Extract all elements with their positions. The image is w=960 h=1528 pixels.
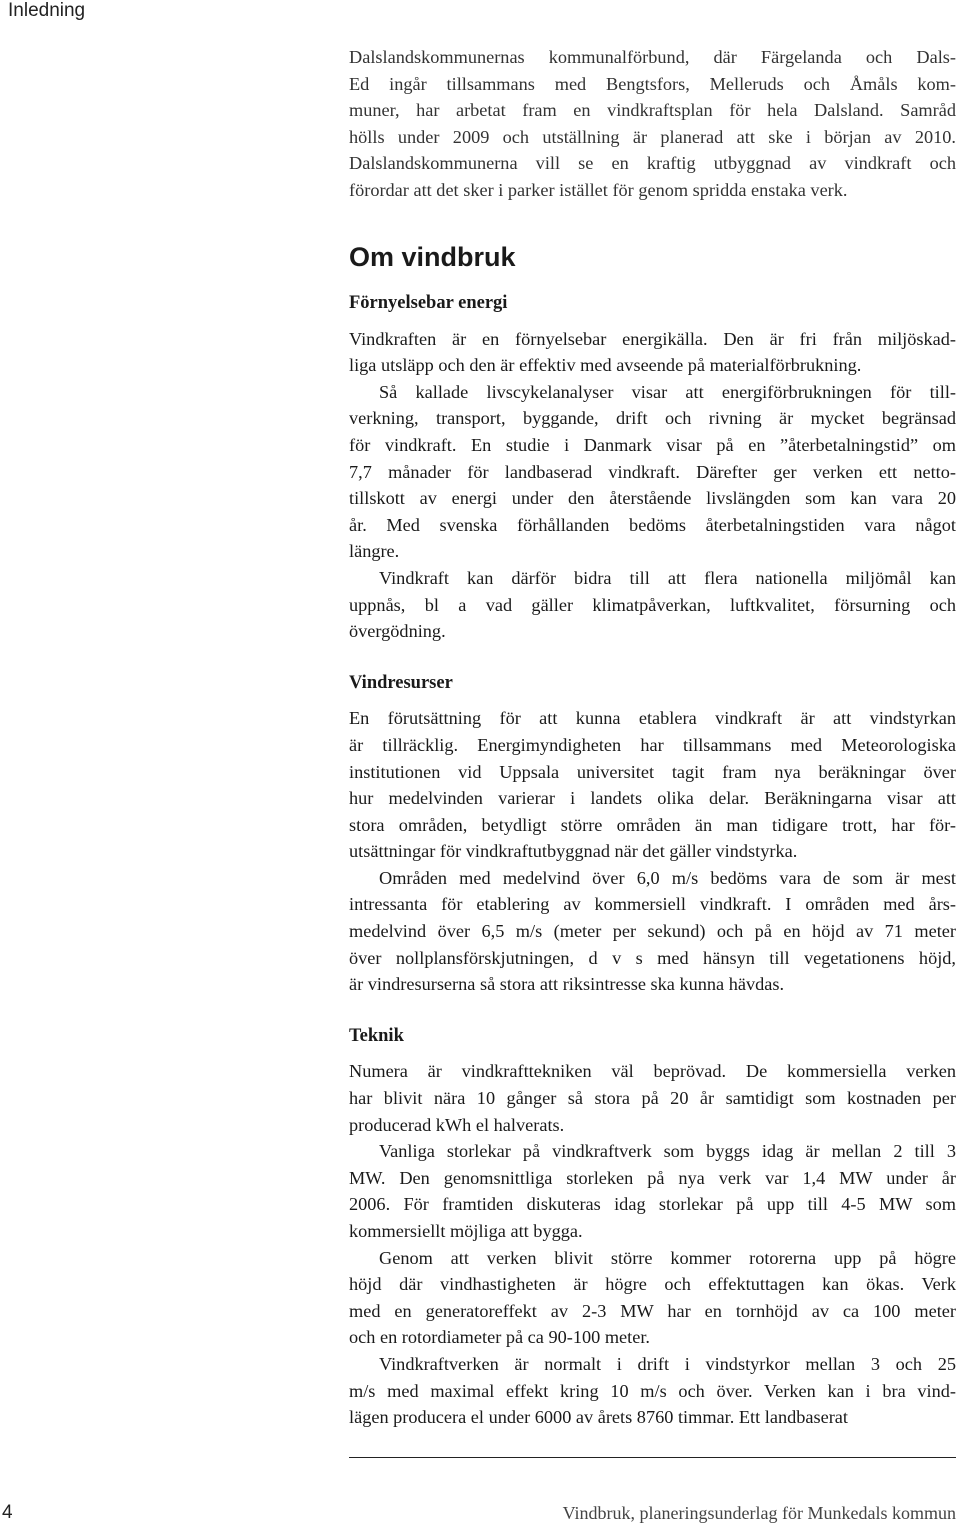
section-title-teknik: Teknik	[349, 1025, 404, 1046]
text-line: 2006. För framtiden diskuteras idag storlekar på upp till 4-5 MW som	[349, 1194, 956, 1215]
text-line: institutionen vid Uppsala universitet tagit fram nya beräkningar över	[349, 761, 956, 782]
text-line: hur medelvinden varierar i landets olika delar. Beräkningarna visar att	[349, 788, 956, 809]
text-line: m/s med maximal effekt kring 10 m/s och över. Verken kan i bra vind-	[349, 1380, 956, 1401]
text-line: liga utsläpp och den är effektiv med avseende på materialförbrukning.	[349, 355, 862, 376]
section-title-fornyelsebar: Förnyelsebar energi	[349, 293, 508, 313]
text-line: 7,7 månader för landbaserad vindkraft. Därefter ger verken ett netto-	[349, 461, 956, 482]
text-line: och en rotordiameter på ca 90-100 meter.	[349, 1327, 651, 1348]
text-line: Numera är vindkrafttekniken väl beprövad. De kommersiella verken	[349, 1061, 956, 1082]
intro-line: Ed ingår tillsammans med Bengtsfors, Melleruds och Åmåls kom-	[349, 73, 956, 94]
text-line: verkning, transport, byggande, drift och rivning är mycket begränsad	[349, 408, 956, 429]
intro-line: förordar att det sker i parker istället för genom spridda enstaka verk.	[349, 179, 848, 200]
text-line: med en generatoreffekt av 2-3 MW har en tornhöjd av ca 100 meter	[349, 1300, 956, 1321]
text-line: är tillräcklig. Energimyndigheten har tillsammans med Meteorologiska	[349, 734, 956, 755]
main-content	[349, 240, 956, 1431]
section-body-vindresurser	[349, 705, 956, 998]
text-line: utsättningar för vindkraftutbyggnad när det gäller vindstyrka.	[349, 841, 798, 862]
text-line: uppnås, bl a vad gäller klimatpåverkan, luftkvalitet, försurning och	[349, 594, 956, 615]
intro-paragraph	[349, 44, 956, 204]
text-line: övergödning.	[349, 621, 446, 642]
text-line: över nollplansförskjutningen, d v s med hänsyn till vegetationens höjd,	[349, 947, 956, 968]
text-line: Så kallade livscykelanalyser visar att energiförbrukningen för till-	[379, 381, 956, 402]
text-line: längre.	[349, 541, 400, 562]
text-line: Vindkraft kan därför bidra till att flera nationella miljömål kan	[379, 567, 956, 588]
text-line: producerad kWh el halverats.	[349, 1114, 565, 1135]
text-line: lägen producera el under 6000 av årets 8760 timmar. Ett landbaserat	[349, 1407, 849, 1428]
text-line: Genom att verken blivit större kommer rotorerna upp på högre	[379, 1247, 956, 1268]
text-line: En förutsättning för att kunna etablera vindkraft är att vindstyrkan	[349, 708, 956, 729]
intro-line: Dalslandskommunernas kommunalförbund, där Färgelanda och Dals-	[349, 47, 956, 67]
text-line: år. Med svenska förhållanden bedöms återbetalningstiden vara något	[349, 514, 956, 535]
section-body-fornyelsebar	[349, 326, 956, 645]
text-line: MW. Den genomsnittliga storleken på nya verk var 1,4 MW under år	[349, 1167, 956, 1188]
intro-line: muner, har arbetat fram en vindkraftsplan för hela Dalsland. Samråd	[349, 100, 956, 121]
section-title-vindresurser: Vindresurser	[349, 672, 453, 693]
text-line: är vindresurserna så stora att riksintresse ska kunna hävdas.	[349, 974, 785, 995]
text-line: Vindkraftverken är normalt i drift i vindstyrkor mellan 3 och 25	[379, 1353, 956, 1374]
footer-title: Vindbruk, planeringsunderlag för Munkedals kommun	[562, 1503, 956, 1523]
text-line: intressanta för etablering av kommersiell vindkraft. I områden med års-	[349, 894, 956, 915]
text-line: Områden med medelvind över 6,0 m/s bedöms vara de som är mest	[379, 867, 956, 888]
text-line: Vindkraften är en förnyelsebar energikälla. Den är fri från miljöskad-	[349, 328, 956, 349]
intro-line: hölls under 2009 och utställning är planerad att ske i början av 2010.	[349, 126, 956, 147]
text-line: höjd där vindhastigheten är högre och effektuttagen kan ökas. Verk	[349, 1274, 956, 1295]
text-line: kommersiellt möjliga att bygga.	[349, 1221, 583, 1241]
footer-rule	[349, 1457, 956, 1458]
intro-line: Dalslandskommunerna vill se en kraftig utbyggnad av vindkraft och	[349, 153, 956, 174]
text-line: medelvind över 6,5 m/s (meter per sekund) och på en höjd av 71 meter	[349, 921, 956, 942]
text-line: har blivit nära 10 gånger så stora på 20 år samtidigt som kostnaden per	[349, 1088, 956, 1109]
page-heading: Om vindbruk	[349, 242, 516, 272]
section-body-teknik	[349, 1058, 956, 1430]
text-line: tillskott av energi under den återstående livslängden som kan vara 20	[349, 488, 956, 509]
text-line: för vindkraft. En studie i Danmark visar på en ”återbetalningstid” om	[349, 434, 956, 455]
text-line: Vanliga storlekar på vindkraftverk som byggs idag är mellan 2 till 3	[379, 1141, 956, 1162]
page-number: 4	[2, 1502, 13, 1523]
section-tab: Inledning	[8, 0, 86, 21]
text-line: stora områden, betydligt större områden än man tidigare trott, har för-	[349, 814, 956, 835]
